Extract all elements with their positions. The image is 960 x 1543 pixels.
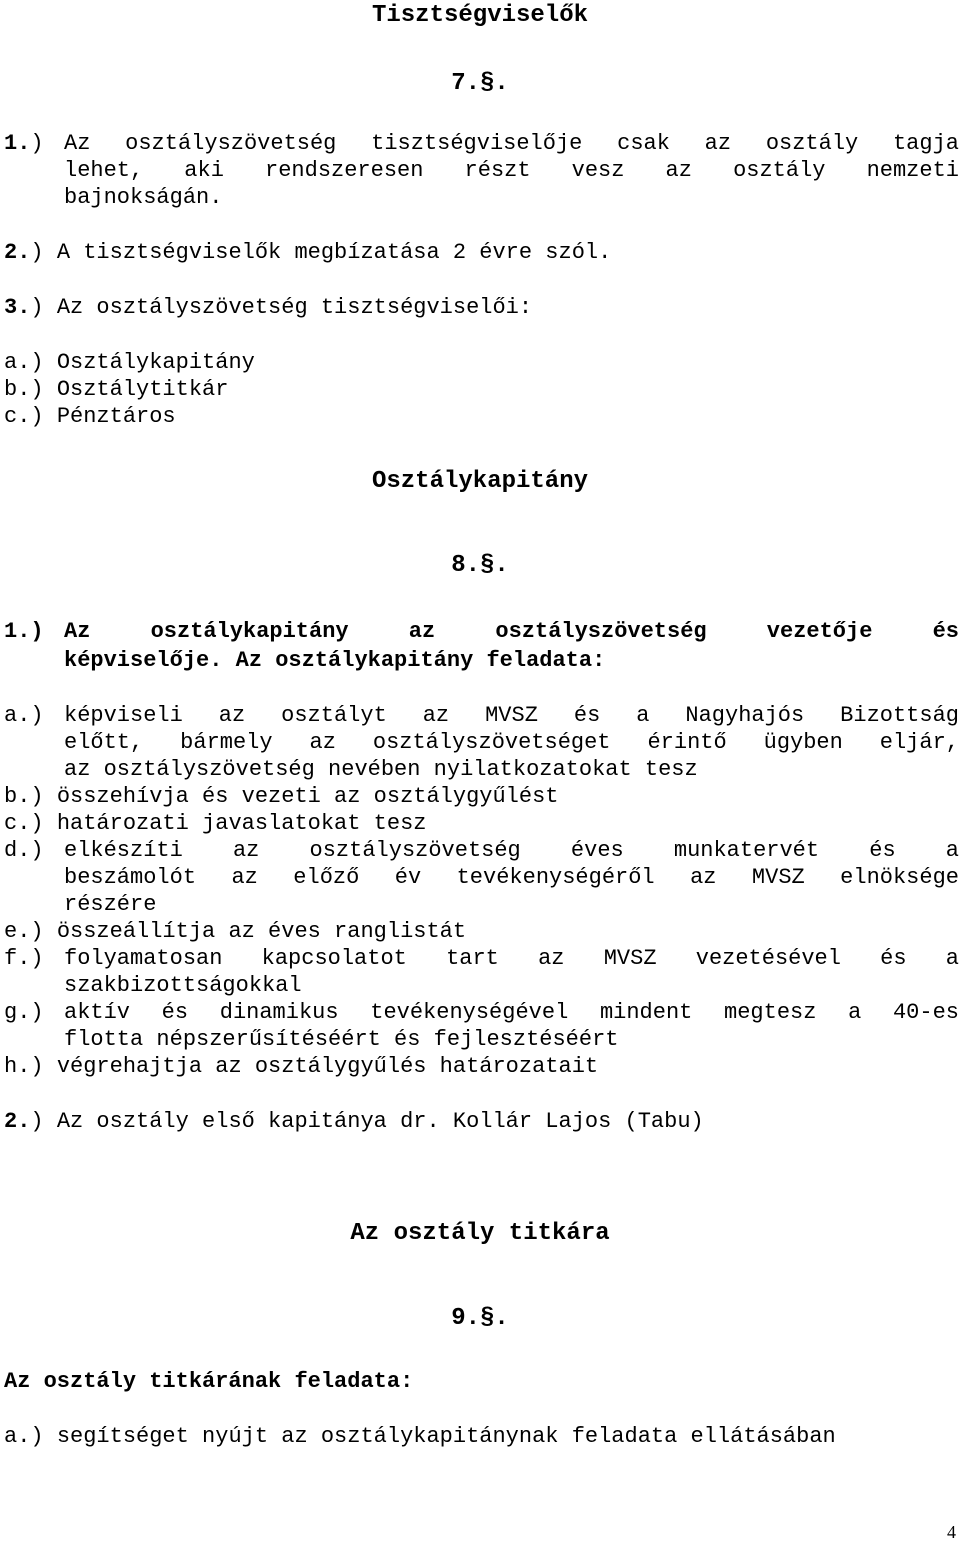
point-paren: )	[30, 131, 44, 156]
point-number: 2.	[4, 1109, 31, 1134]
point-number: 1.)	[4, 619, 44, 644]
point-number: 2.	[4, 240, 31, 265]
duty-item	[4, 1053, 598, 1080]
duty-text: flotta népszerűsítéséért és fejlesztéséért	[64, 1027, 619, 1052]
list-text: Pénztáros	[56, 404, 176, 429]
duty-label: f.)	[4, 946, 44, 971]
secretary-title: Az osztály titkára	[350, 1220, 610, 1247]
duty-text: részére	[64, 892, 157, 917]
duty-item	[4, 999, 959, 1026]
duty-label: g.)	[4, 1000, 44, 1025]
point-text-line-3: bajnokságán.	[64, 185, 223, 210]
duty-item	[4, 810, 426, 837]
list-label: c.)	[4, 404, 44, 429]
list-label: a.)	[4, 350, 44, 375]
point-text: Az osztály első kapitánya dr. Kollár Lajos (Tabu)	[56, 1109, 704, 1134]
para7-point-1-cont	[4, 157, 959, 184]
duty-text: beszámolót az előző év tevékenységéről az MVSZ elnöksége	[64, 865, 959, 890]
duty-item	[4, 945, 959, 972]
page-number: 4	[947, 1522, 956, 1542]
para8-point-1	[4, 618, 959, 645]
duty-item	[4, 837, 959, 864]
duty-item-cont	[4, 864, 959, 891]
list-label: b.)	[4, 377, 44, 402]
paragraph-8-heading: 8.§.	[451, 552, 509, 579]
duty-item	[4, 918, 466, 945]
point-number: 1.	[4, 131, 31, 156]
duty-label: c.)	[4, 811, 44, 836]
duty-label: a.)	[4, 703, 44, 728]
duty-item	[4, 702, 959, 729]
list-item	[4, 376, 228, 403]
duty-label: b.)	[4, 784, 44, 809]
duty-text: összeállítja az éves ranglistát	[56, 919, 467, 944]
duty-label: h.)	[4, 1054, 44, 1079]
duty-label: a.)	[4, 1424, 44, 1449]
duty-text: végrehajtja az osztálygyűlés határozatait	[56, 1054, 599, 1079]
point-text: Az osztályszövetség tisztségviselői:	[56, 295, 533, 320]
list-text: Osztálytitkár	[56, 377, 229, 402]
para7-point-2	[4, 239, 611, 266]
duty-text: aktív és dinamikus tevékenységével mindent megtesz a 40-es	[64, 1000, 959, 1025]
point-text-line-1: Az osztálykapitány az osztályszövetség vezetője és	[64, 619, 959, 644]
paragraph-9-heading: 9.§.	[451, 1305, 509, 1332]
point-paren: )	[30, 240, 44, 265]
duty-label: e.)	[4, 919, 44, 944]
paragraph-7-heading: 7.§.	[451, 70, 509, 97]
point-number: 3.	[4, 295, 31, 320]
list-text: Osztálykapitány	[56, 350, 255, 375]
duty-text: segítséget nyújt az osztálykapitánynak feladata ellátásában	[56, 1424, 836, 1449]
point-text-line-2: lehet, aki rendszeresen részt vesz az osztály nemzeti	[64, 158, 959, 183]
duty-text: az osztályszövetség nevében nyilatkozatokat tesz	[64, 757, 698, 782]
duty-text: folyamatosan kapcsolatot tart az MVSZ vezetésével és a	[64, 946, 959, 971]
point-paren: )	[30, 1109, 44, 1134]
para7-point-3	[4, 294, 532, 321]
point-text: A tisztségviselők megbízatása 2 évre szól.	[56, 240, 612, 265]
duty-item	[4, 783, 559, 810]
duty-label: d.)	[4, 838, 44, 863]
captain-title: Osztálykapitány	[371, 468, 589, 495]
duty-item	[4, 1423, 836, 1450]
section-title: Tisztségviselők	[371, 2, 589, 29]
list-item	[4, 349, 255, 376]
list-item	[4, 403, 176, 430]
duty-text: szakbizottságokkal	[64, 973, 302, 998]
point-text-line-2: képviselője. Az osztálykapitány feladata:	[64, 648, 606, 673]
duty-text: összehívja és vezeti az osztálygyűlést	[56, 784, 559, 809]
para7-point-1	[4, 130, 959, 157]
secretary-subheading: Az osztály titkárának feladata:	[4, 1369, 414, 1394]
duty-item-cont	[4, 729, 959, 756]
duty-text: határozati javaslatokat tesz	[56, 811, 427, 836]
duty-text: képviseli az osztályt az MVSZ és a Nagyhajós Bizottság	[64, 703, 959, 728]
para8-point-2	[4, 1108, 704, 1135]
duty-text: előtt, bármely az osztályszövetséget érintő ügyben eljár,	[64, 730, 959, 755]
point-paren: )	[30, 295, 44, 320]
point-text-line-1: Az osztályszövetség tisztségviselője csak az osztály tagja	[64, 131, 959, 156]
duty-text: elkészíti az osztályszövetség éves munkatervét és a	[64, 838, 959, 863]
